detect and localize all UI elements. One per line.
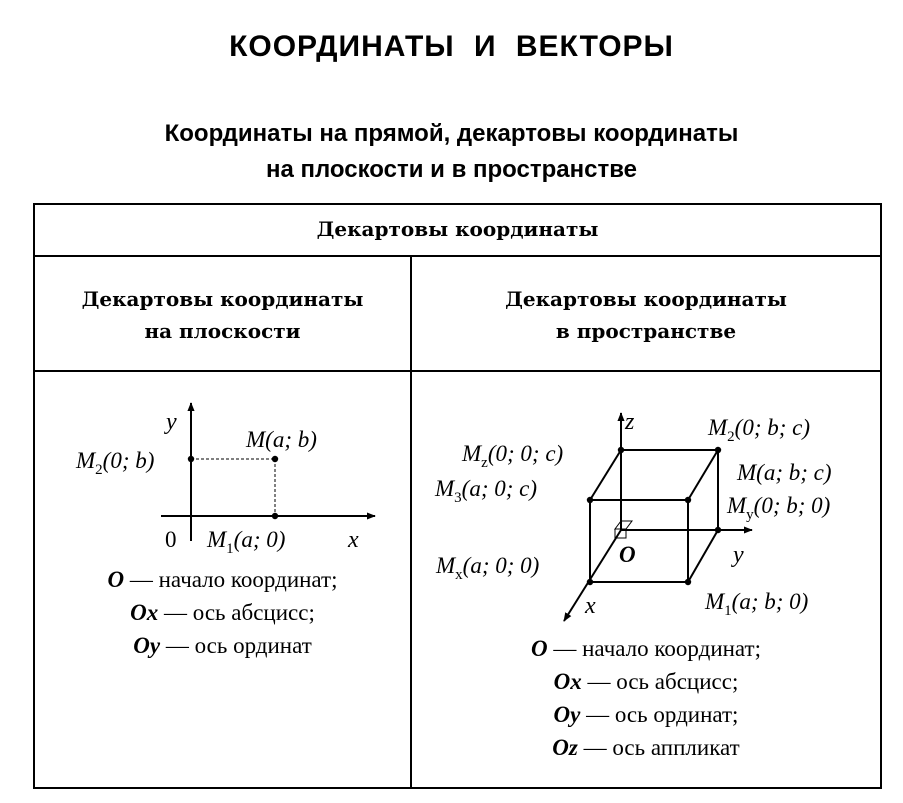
space-label-m1: $M_1(a$; b; 0) xyxy=(705,589,809,619)
space-label-mx: $M_x(a$; 0; 0) xyxy=(436,553,540,583)
space-point-m xyxy=(685,497,691,503)
table-divider-top xyxy=(35,255,880,257)
space-label-m2: $M_2(0$; b; c) xyxy=(708,415,811,445)
space-legend-ox: Ox — ось абсцисс; xyxy=(553,669,739,694)
plane-origin-label: 0 xyxy=(165,527,177,552)
plane-label-m1: $M_1(a$; 0) xyxy=(207,527,286,557)
space-label-m3: $M_3(a$; 0; c) xyxy=(435,476,538,506)
plane-diagram xyxy=(35,395,410,585)
subtitle-line-1: Координаты на прямой, декартовы координаты xyxy=(164,120,739,147)
subtitle-line-2: на плоскости и в пространстве xyxy=(265,156,638,183)
space-legend-oz: Oz — ось аппликат xyxy=(552,735,740,760)
plane-label-m2: $M_2(0$; b) xyxy=(76,448,155,478)
plane-axis-x-label: x xyxy=(348,527,359,553)
space-axis-z-label: z xyxy=(625,409,635,435)
column-header-plane-line-1: Декартовы координаты xyxy=(81,287,364,311)
plane-legend-ox: Ox — ось абсцисс; xyxy=(130,600,315,625)
section-subtitle xyxy=(0,116,903,188)
column-header-space-line-2: в пространстве xyxy=(555,319,737,343)
space-point-mx xyxy=(587,579,593,585)
column-header-plane-line-2: на плоскости xyxy=(144,319,301,343)
column-header-plane xyxy=(35,283,410,347)
plane-legend-origin: O — начало координат; xyxy=(107,567,338,592)
plane-point-m1 xyxy=(272,513,278,519)
plane-legend-oy: Oy — ось ординат xyxy=(133,633,312,658)
space-diagram xyxy=(412,405,880,645)
space-box xyxy=(590,450,718,582)
plane-label-m: M(a; b) xyxy=(246,427,317,452)
plane-legend xyxy=(35,563,410,662)
space-point-m3 xyxy=(587,497,593,503)
space-label-my: $M_y(0$; b; 0) xyxy=(727,493,831,523)
column-header-space xyxy=(412,283,880,347)
column-header-space-line-1: Декартовы координаты xyxy=(505,287,787,311)
coordinates-table xyxy=(33,203,882,789)
space-point-my xyxy=(715,527,721,533)
page-title: КООРДИНАТЫ И ВЕКТОРЫ xyxy=(229,30,674,63)
table-header: Декартовы координаты xyxy=(316,217,599,241)
plane-point-m xyxy=(272,456,278,462)
space-axis-y-label: y xyxy=(733,542,744,568)
plane-axis-y-label: y xyxy=(166,409,177,435)
space-legend-oy: Oy — ось ординат; xyxy=(553,702,739,727)
space-axis-x-label: x xyxy=(585,593,596,619)
space-point-m2 xyxy=(715,447,721,453)
space-point-m1 xyxy=(685,579,691,585)
space-label-mz: $M_z(0$; 0; c) xyxy=(462,441,564,471)
space-legend xyxy=(412,632,880,764)
space-origin-label: O xyxy=(619,542,636,567)
space-label-m: M(a; b; c) xyxy=(737,460,832,485)
table-divider-middle xyxy=(35,370,880,372)
space-point-mz xyxy=(618,447,624,453)
plane-point-m2 xyxy=(188,456,194,462)
space-legend-origin: O — начало координат; xyxy=(530,636,761,661)
